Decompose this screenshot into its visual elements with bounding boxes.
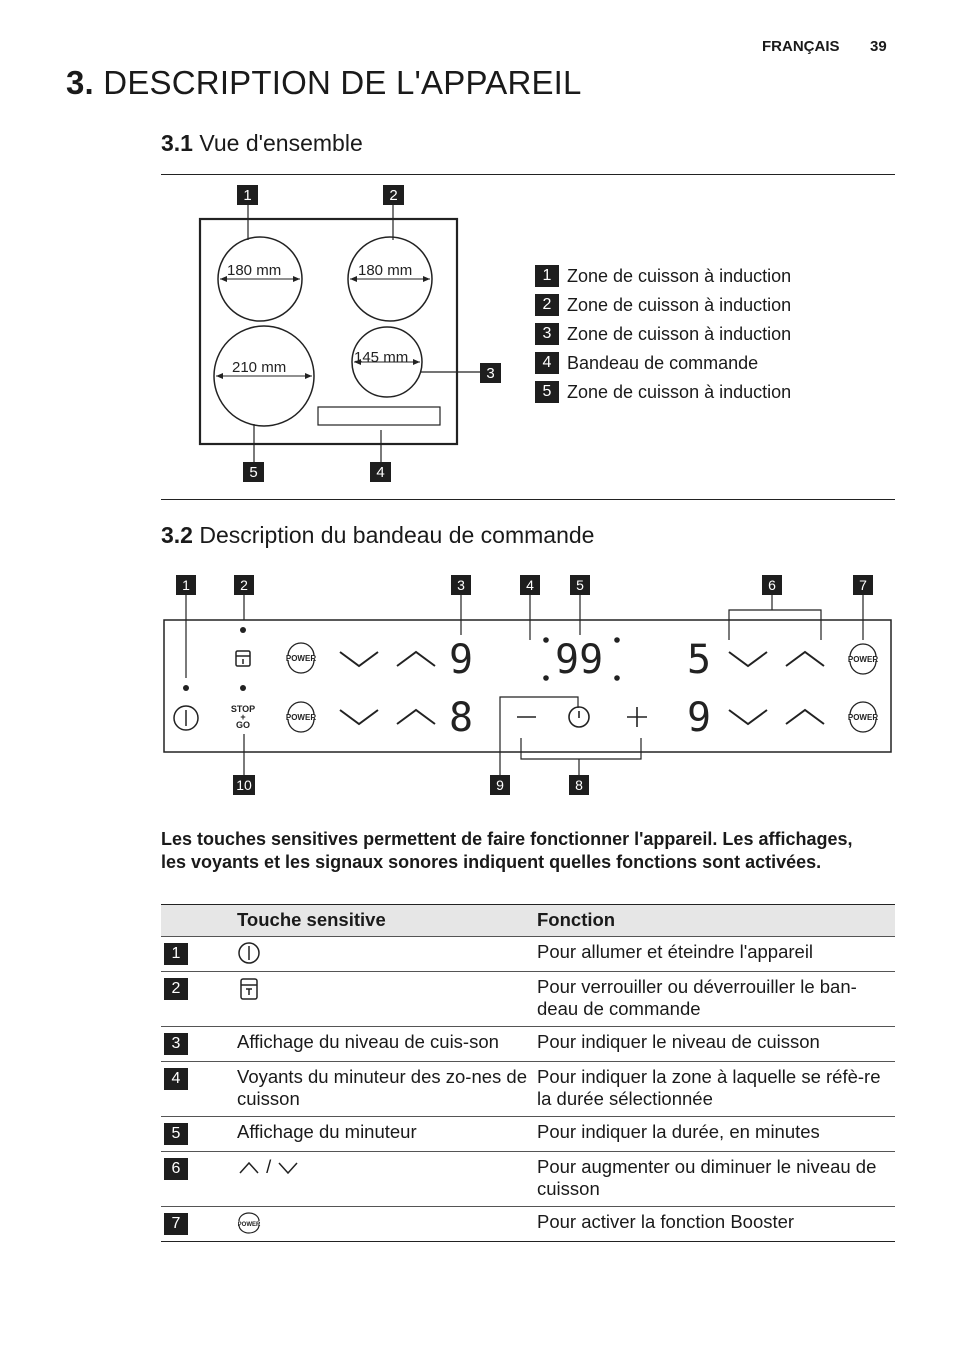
title-number: 3.	[66, 64, 94, 101]
table-row	[161, 972, 895, 1027]
table-header: Touche sensitive	[237, 905, 537, 937]
callout-4: 4	[376, 464, 385, 481]
svg-text:8: 8	[449, 695, 474, 741]
zone-size-2: 180 mm	[358, 262, 413, 279]
panel-callout-1: 1	[182, 577, 190, 593]
panel-callout-5: 5	[576, 577, 584, 593]
legend-item	[535, 380, 791, 404]
legend-item	[535, 322, 791, 346]
legend-number: 2	[535, 294, 559, 316]
callout-5: 5	[249, 464, 258, 481]
panel-callout-4: 4	[526, 577, 534, 593]
power-on-off-icon	[237, 941, 261, 965]
intro-paragraph: Les touches sensitives permettent de faire fonctionner l'appareil. Les affichages, les voyants et les signaux sonores indiquent quelles fonctions sont activées.	[161, 829, 853, 872]
lock-icon	[236, 651, 250, 666]
function-text: Pour verrouiller ou déverrouiller le ban-deau de commande	[537, 972, 895, 1027]
svg-text:99: 99	[555, 637, 604, 683]
lock-icon	[237, 976, 261, 1002]
legend-text: Zone de cuisson à induction	[567, 381, 792, 402]
hob-outline	[200, 219, 457, 444]
control-panel-outline	[164, 620, 891, 752]
chevron-up-icon	[237, 1159, 261, 1177]
table-header: Fonction	[537, 905, 895, 937]
legend-item	[535, 264, 791, 288]
stop-go-icon	[231, 704, 255, 730]
svg-text:5: 5	[687, 637, 712, 683]
function-text: Pour allumer et éteindre l'appareil	[537, 937, 895, 972]
control-panel-strip	[318, 407, 440, 425]
hob-overview-diagram	[0, 0, 954, 520]
function-text: Pour activer la fonction Booster	[537, 1207, 895, 1242]
power-boost-icon	[237, 1212, 261, 1234]
legend-number: 5	[535, 381, 559, 403]
control-panel-diagram	[0, 560, 954, 810]
function-text: Pour indiquer le niveau de cuisson	[537, 1027, 895, 1062]
table-header	[161, 905, 237, 937]
row-number: 5	[164, 1123, 188, 1145]
seven-segment-digits	[449, 637, 711, 741]
svg-text:POWER: POWER	[847, 655, 879, 664]
panel-callout-3: 3	[457, 577, 465, 593]
callout-2: 2	[389, 187, 398, 204]
section-2-title: Description du bandeau de commande	[199, 522, 595, 548]
panel-callout-2: 2	[240, 577, 248, 593]
legend-text: Bandeau de commande	[567, 352, 759, 373]
row-number: 2	[164, 978, 188, 1000]
legend-number: 4	[535, 352, 559, 374]
callout-1: 1	[243, 187, 252, 204]
svg-text:POWER: POWER	[285, 654, 317, 663]
row-number: 1	[164, 943, 188, 965]
touch-label: Affichage du niveau de cuis-son	[237, 1027, 537, 1062]
svg-text:9: 9	[449, 637, 474, 683]
legend-item	[535, 293, 791, 317]
title-text: DESCRIPTION DE L'APPAREIL	[103, 64, 582, 101]
function-table	[161, 904, 895, 1242]
legend-item	[535, 351, 758, 375]
legend-number: 1	[535, 265, 559, 287]
row-number: 4	[164, 1068, 188, 1090]
section-2-heading	[161, 522, 594, 549]
svg-text:STOP: STOP	[230, 704, 256, 714]
section-1-number: 3.1	[161, 130, 193, 156]
legend-text: Zone de cuisson à induction	[567, 323, 792, 344]
function-text: Pour indiquer la zone à laquelle se réfè-re la durée sélectionnée	[537, 1062, 895, 1117]
zone-size-1: 180 mm	[227, 262, 282, 279]
touch-label: /	[266, 1156, 272, 1178]
table-row	[161, 1152, 895, 1207]
zone-size-4: 145 mm	[354, 349, 409, 366]
svg-text:POWER: POWER	[847, 713, 879, 722]
header-page-number: 39	[870, 38, 887, 55]
chevron-down-icon	[276, 1159, 300, 1177]
svg-text:9: 9	[687, 695, 712, 741]
function-text: Pour indiquer la durée, en minutes	[537, 1117, 895, 1152]
header-language: FRANÇAIS	[762, 38, 840, 55]
legend-text: Zone de cuisson à induction	[567, 294, 792, 315]
legend-text: Zone de cuisson à induction	[567, 265, 792, 286]
power-on-off-icon	[174, 706, 198, 730]
power-icon-label: POWER	[237, 1222, 261, 1229]
callout-3: 3	[486, 365, 495, 382]
table-header-row	[161, 905, 895, 937]
row-number: 6	[164, 1158, 188, 1180]
legend-number: 3	[535, 323, 559, 345]
panel-callout-8: 8	[575, 777, 583, 793]
divider	[161, 499, 895, 500]
table-row	[161, 1117, 895, 1152]
svg-text:+: +	[240, 712, 246, 722]
zone-size-3: 210 mm	[232, 359, 287, 376]
function-text: Pour augmenter ou diminuer le niveau de cuisson	[537, 1152, 895, 1207]
svg-text:GO: GO	[235, 720, 251, 730]
table-row	[161, 1027, 895, 1062]
panel-callout-7: 7	[859, 577, 867, 593]
row-number: 7	[164, 1213, 188, 1235]
svg-text:POWER: POWER	[285, 713, 317, 722]
row-number: 3	[164, 1033, 188, 1055]
table-row	[161, 1207, 895, 1242]
table-row	[161, 1062, 895, 1117]
panel-callout-9: 9	[496, 777, 504, 793]
panel-callout-10: 10	[236, 777, 252, 793]
touch-label: Voyants du minuteur des zo-nes de cuisson	[237, 1062, 537, 1117]
section-1-title: Vue d'ensemble	[199, 130, 363, 156]
panel-callout-6: 6	[768, 577, 776, 593]
section-2-number: 3.2	[161, 522, 193, 548]
touch-label: Affichage du minuteur	[237, 1117, 537, 1152]
table-row	[161, 937, 895, 972]
